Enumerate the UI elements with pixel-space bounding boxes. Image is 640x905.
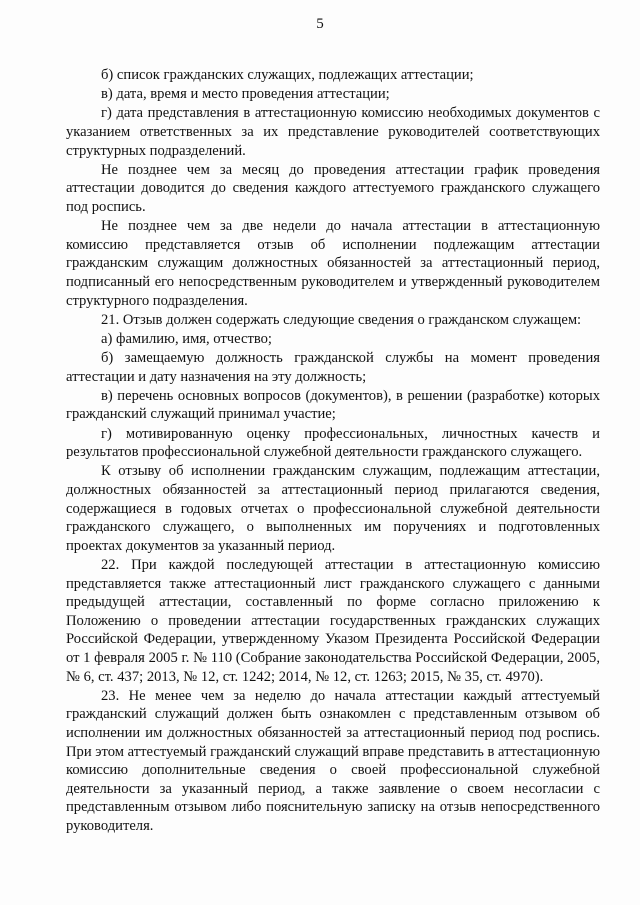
paragraph-clause-21: 21. Отзыв должен содержать следующие сведения о гражданском служащем:	[101, 311, 582, 328]
paragraph-item-b: б) список гражданских служащих, подлежащих аттестации;	[101, 67, 474, 83]
paragraph-clause-22: 22. При каждой последующей аттестации в аттестационную комиссию представляется также аттестационный лист гражданского служащего с данными предыдущей аттестации, составленный по форме согласно приложению к Положению о проведении аттестации государственных гражданских служащих Российской Федерации, утвержденному Указом Президента Российской Федерации от 1 февраля 2005 г. № 110 (Собрание законодательства Российской Федерации, 2005, № 6, ст. 437; 2013, № 12, ст. 1242; 2014, № 12, ст. 1263; 2015, № 35, ст. 4970).	[66, 556, 600, 685]
paragraph-item-v: в) дата, время и место проведения аттестации;	[101, 86, 390, 103]
paragraph-schedule-notice: Не позднее чем за месяц до проведения аттестации график проведения аттестации доводится до сведения каждого аттестуемого гражданского служащего под роспись.	[66, 161, 600, 215]
paragraph-clause-21-b: б) замещаемую должность гражданской службы на момент проведения аттестации и дату назначения на эту должность;	[66, 350, 600, 385]
paragraph-review-attachments: К отзыву об исполнении гражданским служащим, подлежащим аттестации, должностных обязанностей за аттестационный период прилагаются сведения, содержащиеся в годовых отчетах о профессиональной служебной деятельности гражданского служащего, о выполненных им поручениях и подготовленных проектах документов за указанный период.	[66, 463, 600, 554]
page-number: 5	[316, 16, 324, 32]
paragraph-clause-21-g: г) мотивированную оценку профессиональных, личностных качеств и результатов профессиональной служебной деятельности гражданского служащего.	[66, 425, 600, 461]
paragraph-clause-23: 23. Не менее чем за неделю до начала аттестации каждый аттестуемый гражданский служащий должен быть ознакомлен с представленным отзывом об исполнении им должностных обязанностей за аттестационный период под роспись. При этом аттестуемый гражданский служащий вправе представить в аттестационную комиссию дополнительные сведения о своей профессиональной служебной деятельности за указанный период, а также заявление о своем несогласии с представленным отзывом либо пояснительную записку на отзыв непосредственного руководителя.	[66, 687, 601, 834]
paragraph-clause-21-v: в) перечень основных вопросов (документов), в решении (разработке) которых гражданский служащий принимал участие;	[66, 387, 600, 423]
paragraph-item-g: г) дата представления в аттестационную комиссию необходимых документов с указанием ответственных за их представление руководителей соответствующих структурных подразделений.	[66, 105, 600, 159]
paragraph-review-submission: Не позднее чем за две недели до начала аттестации в аттестационную комиссию представляется отзыв об исполнении подлежащим аттестации гражданским служащим должностных обязанностей за аттестационный период, подписанный его непосредственным руководителем и утвержденный руководителем структурного подразделения.	[66, 218, 600, 309]
paragraph-clause-21-a: а) фамилию, имя, отчество;	[101, 330, 272, 347]
document-body	[66, 66, 600, 836]
